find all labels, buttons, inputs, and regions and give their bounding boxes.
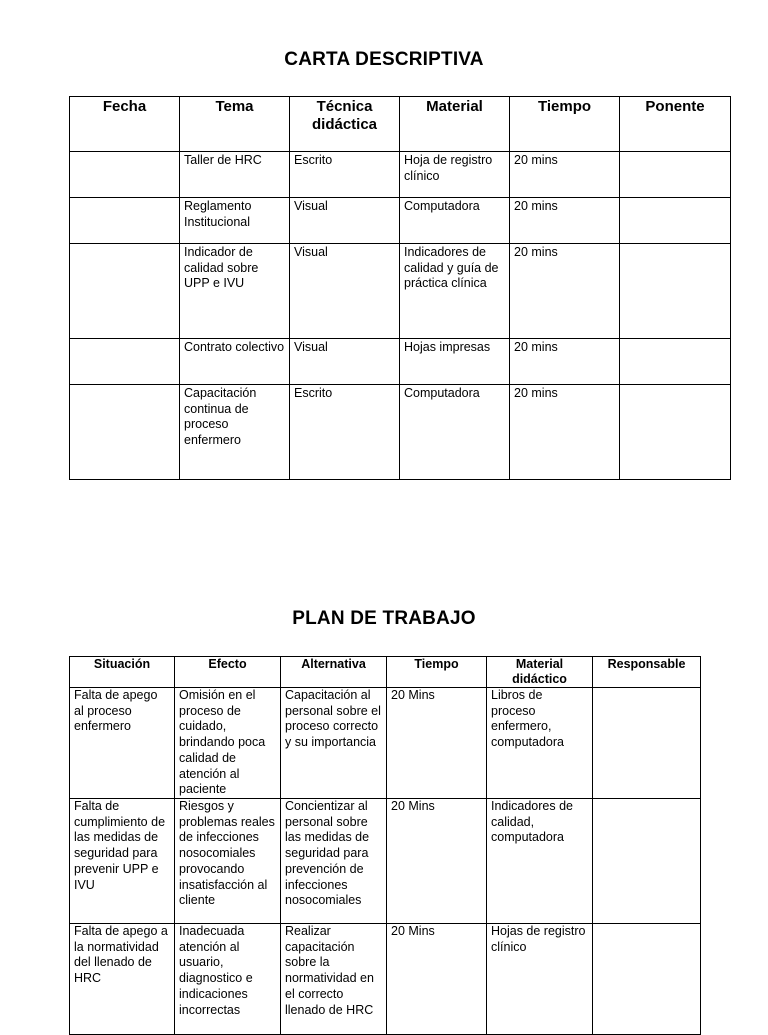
cell-efecto: Riesgos y problemas reales de infecciones nosocomiales provocando insatisfacción al cliente: [175, 799, 281, 924]
table-row: [70, 244, 731, 339]
carta-descriptiva-title: CARTA DESCRIPTIVA: [284, 49, 484, 70]
cell-responsable: [593, 688, 701, 799]
cell-fecha: [70, 198, 180, 244]
cell-alternativa: Concientizar al personal sobre las medidas de seguridad para prevención de infecciones nosocomiales: [281, 799, 387, 924]
cell-tecnica: Escrito: [290, 385, 400, 480]
cell-tecnica: Visual: [290, 339, 400, 385]
table-row: [70, 152, 731, 198]
table-row: [70, 924, 701, 1035]
cell-tiempo: 20 Mins: [387, 924, 487, 1035]
cell-efecto: Omisión en el proceso de cuidado, brindando poca calidad de atención al paciente: [175, 688, 281, 799]
cell-ponente: [620, 339, 731, 385]
cell-material: Hojas de registro clínico: [487, 924, 593, 1035]
cell-tema: Indicador de calidad sobre UPP e IVU: [180, 244, 290, 339]
cell-tiempo: 20 mins: [510, 244, 620, 339]
cell-fecha: [70, 152, 180, 198]
header-situacion: Situación: [70, 657, 175, 688]
cell-material: Hojas impresas: [400, 339, 510, 385]
cell-responsable: [593, 924, 701, 1035]
cell-material: Computadora: [400, 385, 510, 480]
cell-fecha: [70, 244, 180, 339]
cell-situacion: Falta de apego a la normatividad del llenado de HRC: [70, 924, 175, 1035]
cell-tecnica: Escrito: [290, 152, 400, 198]
header-tema: Tema: [180, 97, 290, 152]
table-row: [70, 339, 731, 385]
cell-ponente: [620, 152, 731, 198]
cell-material: Indicadores de calidad y guía de práctica clínica: [400, 244, 510, 339]
cell-responsable: [593, 799, 701, 924]
cell-tiempo: 20 mins: [510, 198, 620, 244]
header-material: Material: [400, 97, 510, 152]
cell-tiempo: 20 Mins: [387, 688, 487, 799]
cell-fecha: [70, 339, 180, 385]
cell-alternativa: Realizar capacitación sobre la normatividad en el correcto llenado de HRC: [281, 924, 387, 1035]
cell-tecnica: Visual: [290, 244, 400, 339]
table-row: [70, 385, 731, 480]
table-row: [70, 799, 701, 924]
cell-tiempo: 20 Mins: [387, 799, 487, 924]
header-efecto: Efecto: [175, 657, 281, 688]
header-fecha: Fecha: [70, 97, 180, 152]
carta-descriptiva-table: [69, 96, 731, 480]
cell-alternativa: Capacitación al personal sobre el proceso correcto y su importancia: [281, 688, 387, 799]
table-header-row: [70, 657, 701, 688]
cell-tema: Contrato colectivo: [180, 339, 290, 385]
cell-ponente: [620, 244, 731, 339]
table-row: [70, 198, 731, 244]
table-row: [70, 688, 701, 799]
cell-ponente: [620, 198, 731, 244]
cell-material: Hoja de registro clínico: [400, 152, 510, 198]
cell-tema: Capacitación continua de proceso enfermero: [180, 385, 290, 480]
cell-material: Indicadores de calidad, computadora: [487, 799, 593, 924]
header-ponente: Ponente: [620, 97, 731, 152]
cell-material: Computadora: [400, 198, 510, 244]
cell-tiempo: 20 mins: [510, 385, 620, 480]
plan-de-trabajo-table: [69, 656, 701, 1035]
header-responsable: Responsable: [593, 657, 701, 688]
cell-efecto: Inadecuada atención al usuario, diagnostico e indicaciones incorrectas: [175, 924, 281, 1035]
cell-tiempo: 20 mins: [510, 339, 620, 385]
cell-situacion: Falta de apego al proceso enfermero: [70, 688, 175, 799]
header-tiempo: Tiempo: [510, 97, 620, 152]
cell-tema: Reglamento Institucional: [180, 198, 290, 244]
header-tecnica: Técnica didáctica: [290, 97, 400, 152]
cell-situacion: Falta de cumplimiento de las medidas de seguridad para prevenir UPP e IVU: [70, 799, 175, 924]
plan-de-trabajo-title: PLAN DE TRABAJO: [292, 608, 476, 629]
cell-fecha: [70, 385, 180, 480]
header-alternativa: Alternativa: [281, 657, 387, 688]
cell-tecnica: Visual: [290, 198, 400, 244]
cell-material: Libros de proceso enfermero, computadora: [487, 688, 593, 799]
header-material-didactico: Material didáctico: [487, 657, 593, 688]
table-header-row: [70, 97, 731, 152]
cell-ponente: [620, 385, 731, 480]
header-tiempo: Tiempo: [387, 657, 487, 688]
cell-tema: Taller de HRC: [180, 152, 290, 198]
cell-tiempo: 20 mins: [510, 152, 620, 198]
